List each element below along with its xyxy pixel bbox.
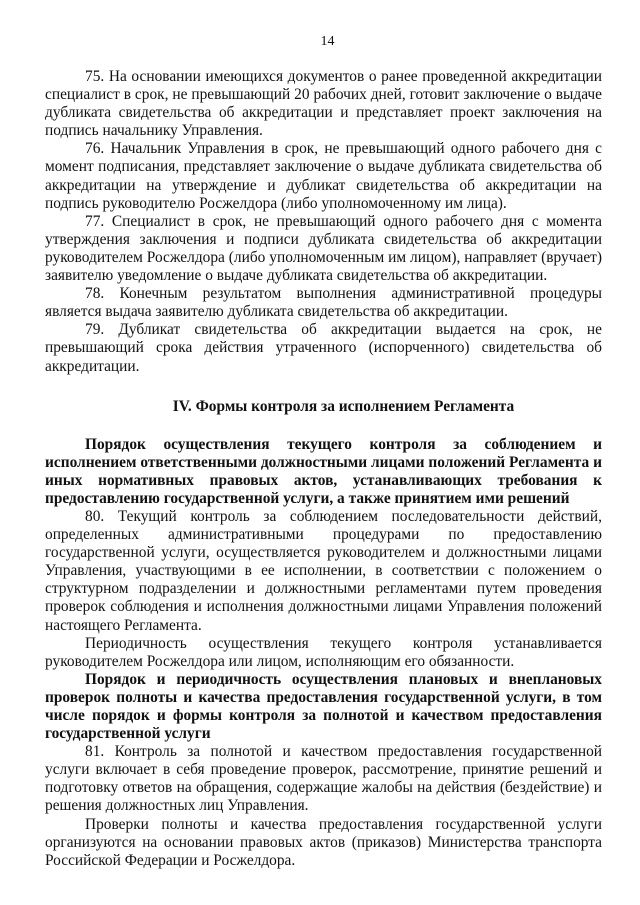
paragraph-79: 79. Дубликат свидетельства об аккредитации выдается на срок, не превышающий срока действия утраченного (испорченного) свидетельства об аккредитации. xyxy=(45,321,602,375)
paragraph-periodicity: Периодичность осуществления текущего контроля устанавливается руководителем Росжелдора или лицом, исполняющим его обязанности. xyxy=(45,634,602,670)
subheading-current-control: Порядок осуществления текущего контроля за соблюдением и исполнением ответственными должностными лицами положений Регламента и иных нормативных правовых актов, устанавливающих требования к предоставлению государственной услуги, а также принятием ими решений xyxy=(45,435,602,507)
paragraph-77: 77. Специалист в срок, не превышающий одного рабочего дня с момента утверждения заключения и подписи дубликата свидетельства об аккредитации руководителем Росжелдора (либо уполномоченным им лицом), направляет (вручает) заявителю уведомление о выдаче дубликата свидетельства об аккредитации. xyxy=(45,212,602,285)
subheading-inspections: Порядок и периодичность осуществления плановых и внеплановых проверок полноты и качества предоставления государственной услуги, в том числе порядок и формы контроля за полнотой и качеством предоставления государственной услуги xyxy=(45,670,602,743)
paragraph-76: 76. Начальник Управления в срок, не превышающий одного рабочего дня с момент подписания, представляет заключение о выдаче дубликата свидетельства об аккредитации на утверждение и дубликат свидетельства об аккредитации на подпись руководителю Росжелдора (либо уполномоченному им лица). xyxy=(45,140,602,212)
paragraph-78: 78. Конечным результатом выполнения административной процедуры является выдача заявителю дубликата свидетельства об аккредитации. xyxy=(45,285,602,321)
page-number: 14 xyxy=(320,34,335,49)
paragraph-80: 80. Текущий контроль за соблюдением последовательности действий, определенных административными процедурами по предоставлению государственной услуги, осуществляется руководителем и должностными лицами Управления, участвующими в ее исполнении, в соответствии с положением о структурном подразделении и должностными регламентами путем проведения проверок соблюдения и исполнения должностными лицами Управления положений настоящего Регламента. xyxy=(45,507,602,634)
paragraph-checks: Проверки полноты и качества предоставления государственной услуги организуются на основании правовых актов (приказов) Министерства транспорта Российской Федерации и Росжелдора. xyxy=(45,815,602,869)
paragraph-75: 75. На основании имеющихся документов о ранее проведенной аккредитации специалист в срок, не превышающий 20 рабочих дней, готовит заключение о выдаче дубликата свидетельства об аккредитации и представляет проект заключения на подпись начальнику Управления. xyxy=(45,68,602,140)
section-heading: IV. Формы контроля за исполнением Регламента xyxy=(172,397,515,415)
paragraph-81: 81. Контроль за полнотой и качеством предоставления государственной услуги включает в себя проведение проверок, рассмотрение, принятие решений и подготовку ответов на обращения, содержащие жалобы на действия (бездействие) и решения должностных лиц Управления. xyxy=(45,743,602,815)
